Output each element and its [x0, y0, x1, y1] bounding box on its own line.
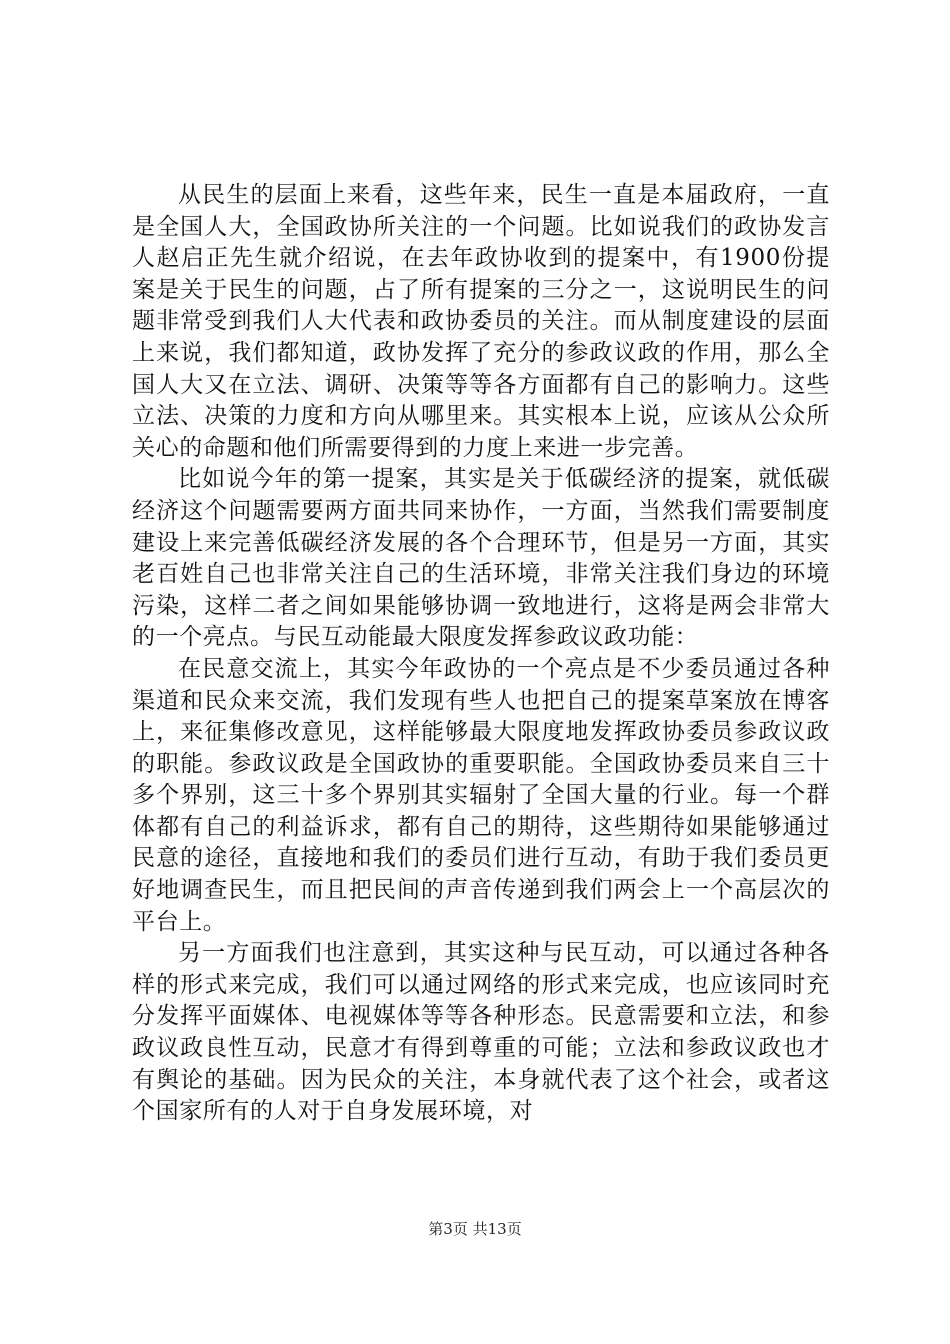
document-body — [132, 180, 830, 1128]
page-footer: 第3页 共13页 — [428, 1220, 522, 1238]
paragraph-3: 在民意交流上，其实今年政协的一个亮点是不少委员通过各种渠道和民众来交流，我们发现有些人也把自己的提案草案放在博客上，来征集修改意见，这样能够最大限度地发挥政协委员参政议政的职能。参政议政是全国政协的重要职能。全国政协委员来自三十多个界别，这三十多个界别其实辐射了全国大量的行业。每一个群体都有自己的利益诉求，都有自己的期待，这些期待如果能够通过民意的途径，直接地和我们的委员们进行互动，有助于我们委员更好地调查民生，而且把民间的声音传递到我们两会上一个高层次的平台上。 — [132, 655, 830, 935]
paragraph-1: 从民生的层面上来看，这些年来，民生一直是本届政府，一直是全国人大，全国政协所关注的一个问题。比如说我们的政协发言人赵启正先生就介绍说，在去年政协收到的提案中，有1900份提案是关于民生的问题，占了所有提案的三分之一，这说明民生的问题非常受到我们人大代表和政协委员的关注。而从制度建设的层面上来说，我们都知道，政协发挥了充分的参政议政的作用，那么全国人大又在立法、调研、决策等等各方面都有自己的影响力。这些立法、决策的力度和方向从哪里来。其实根本上说，应该从公众所关心的命题和他们所需要得到的力度上来进一步完善。 — [132, 182, 830, 461]
paragraph-2: 比如说今年的第一提案，其实是关于低碳经济的提案，就低碳经济这个问题需要两方面共同来协作，一方面，当然我们需要制度建设上来完善低碳经济发展的各个合理环节，但是另一方面，其实老百姓自己也非常关注自己的生活环境，非常关注我们身边的环境污染，这样二者之间如果能够协调一致地进行，这将是两会非常大的一个亮点。与民互动能最大限度发挥参政议政功能： — [132, 466, 830, 651]
paragraph-4: 另一方面我们也注意到，其实这种与民互动，可以通过各种各样的形式来完成，我们可以通过网络的形式来完成，也应该同时充分发挥平面媒体、电视媒体等等各种形态。民意需要和立法，和参政议政良性互动，民意才有得到尊重的可能；立法和参政议政也才有舆论的基础。因为民众的关注，本身就代表了这个社会，或者这个国家所有的人对于自身发展环境，对 — [132, 940, 830, 1125]
